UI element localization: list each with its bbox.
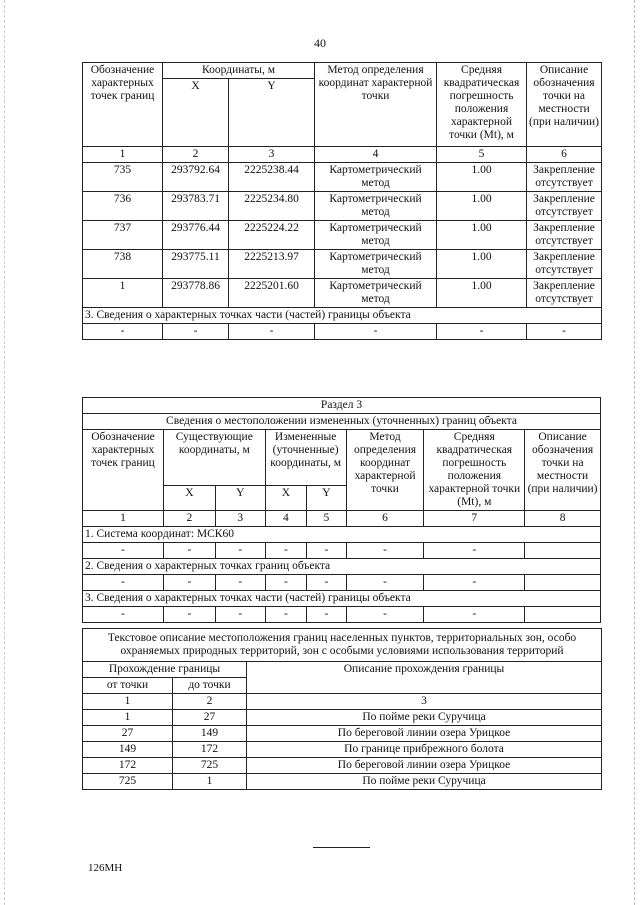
column-numbers-row bbox=[83, 694, 602, 710]
from-point: 149 bbox=[83, 742, 173, 758]
header-changed: Измененные (уточненные) координаты, м bbox=[265, 430, 346, 486]
scan-edge-right bbox=[634, 0, 636, 905]
dash-cell: - bbox=[215, 575, 265, 591]
coord-y: 2225234.80 bbox=[229, 192, 315, 221]
col-num: 4 bbox=[265, 511, 307, 527]
header-passage: Прохождение границы bbox=[83, 662, 247, 678]
dash-cell: - bbox=[437, 324, 527, 340]
accuracy: 1.00 bbox=[437, 192, 527, 221]
col-num: 3 bbox=[247, 694, 602, 710]
dash-cell: - bbox=[83, 607, 164, 623]
table-row bbox=[83, 221, 602, 250]
dash-cell: - bbox=[424, 543, 525, 559]
dash-cell: - bbox=[424, 575, 525, 591]
description: Закрепление отсутствует bbox=[527, 221, 602, 250]
col-num: 1 bbox=[83, 694, 173, 710]
dash-row bbox=[83, 575, 601, 591]
point-id: 736 bbox=[83, 192, 163, 221]
description-title: Текстовое описание местоположения границ населенных пунктов, территориальных зон, особо охраняемых природных территорий, зон с особыми условиями использования территорий bbox=[83, 629, 602, 662]
coord-y: 2225238.44 bbox=[229, 163, 315, 192]
point-id: 735 bbox=[83, 163, 163, 192]
passage-description: По береговой линии озера Урицкое bbox=[247, 726, 602, 742]
col-num: 5 bbox=[437, 147, 527, 163]
accuracy: 1.00 bbox=[437, 250, 527, 279]
coord-x: 293783.71 bbox=[163, 192, 229, 221]
passage-description: По границе прибрежного болота bbox=[247, 742, 602, 758]
coord-x: 293776.44 bbox=[163, 221, 229, 250]
col-num: 2 bbox=[163, 147, 229, 163]
section-heading: 1. Система координат: МСК60 bbox=[83, 527, 601, 543]
coordinates-table bbox=[82, 62, 602, 340]
table-row bbox=[83, 758, 602, 774]
accuracy: 1.00 bbox=[437, 221, 527, 250]
section-heading: 3. Сведения о характерных точках части (частей) границы объекта bbox=[83, 591, 601, 607]
table-row bbox=[83, 163, 602, 192]
header-method: Метод определения координат характерной точки bbox=[315, 63, 437, 147]
dash-cell: - bbox=[163, 543, 215, 559]
header-designation: Обозначение характерных точек границ bbox=[83, 63, 163, 147]
to-point: 725 bbox=[173, 758, 247, 774]
header-passage-description: Описание прохождения границы bbox=[247, 662, 602, 694]
column-numbers-row bbox=[83, 511, 601, 527]
point-id: 1 bbox=[83, 279, 163, 308]
from-point: 27 bbox=[83, 726, 173, 742]
header-accuracy: Средняя квадратическая погрешность положения характерной точки (Mt), м bbox=[437, 63, 527, 147]
from-point: 172 bbox=[83, 758, 173, 774]
dash-cell: - bbox=[265, 575, 307, 591]
col-num: 1 bbox=[83, 511, 164, 527]
header-y: Y bbox=[229, 79, 315, 147]
page-number: 40 bbox=[314, 36, 326, 50]
point-id: 738 bbox=[83, 250, 163, 279]
header-description: Описание обозначения точки на местности (при наличии) bbox=[527, 63, 602, 147]
table-row bbox=[83, 279, 602, 308]
method: Картометрический метод bbox=[315, 221, 437, 250]
section-heading: 3. Сведения о характерных точках части (частей) границы объекта bbox=[83, 308, 602, 324]
col-num: 8 bbox=[525, 511, 601, 527]
header-accuracy: Средняя квадратическая погрешность положения характерной точки (Mt), м bbox=[424, 430, 525, 511]
dash-row bbox=[83, 543, 601, 559]
description: Закрепление отсутствует bbox=[527, 192, 602, 221]
dash-cell: - bbox=[346, 607, 424, 623]
empty-cell bbox=[525, 575, 601, 591]
to-point: 172 bbox=[173, 742, 247, 758]
table-row bbox=[83, 726, 602, 742]
empty-cell bbox=[525, 543, 601, 559]
header-to-point: до точки bbox=[173, 678, 247, 694]
dash-cell: - bbox=[163, 575, 215, 591]
method: Картометрический метод bbox=[315, 250, 437, 279]
coord-y: 2225213.97 bbox=[229, 250, 315, 279]
footer-code: 126МН bbox=[88, 862, 123, 874]
dash-cell: - bbox=[307, 607, 346, 623]
col-num: 6 bbox=[527, 147, 602, 163]
description: Закрепление отсутствует bbox=[527, 279, 602, 308]
header-y: Y bbox=[307, 486, 346, 511]
passage-description: По пойме реки Суручица bbox=[247, 774, 602, 790]
header-x: X bbox=[163, 79, 229, 147]
col-num: 3 bbox=[215, 511, 265, 527]
dash-cell: - bbox=[307, 543, 346, 559]
changed-boundaries-table bbox=[82, 397, 601, 623]
dash-cell: - bbox=[527, 324, 602, 340]
header-method: Метод определения координат характерной точки bbox=[346, 430, 424, 511]
dash-row bbox=[83, 324, 602, 340]
dash-cell: - bbox=[346, 575, 424, 591]
to-point: 27 bbox=[173, 710, 247, 726]
to-point: 149 bbox=[173, 726, 247, 742]
col-num: 7 bbox=[424, 511, 525, 527]
column-numbers-row bbox=[83, 147, 602, 163]
table-row bbox=[83, 710, 602, 726]
dash-row bbox=[83, 607, 601, 623]
coord-x: 293775.11 bbox=[163, 250, 229, 279]
empty-cell bbox=[525, 607, 601, 623]
dash-cell: - bbox=[163, 324, 229, 340]
section-heading: 2. Сведения о характерных точках границ объекта bbox=[83, 559, 601, 575]
accuracy: 1.00 bbox=[437, 279, 527, 308]
dash-cell: - bbox=[83, 324, 163, 340]
table-row bbox=[83, 742, 602, 758]
col-num: 2 bbox=[163, 511, 215, 527]
dash-cell: - bbox=[215, 607, 265, 623]
to-point: 1 bbox=[173, 774, 247, 790]
header-x: X bbox=[265, 486, 307, 511]
dash-cell: - bbox=[83, 543, 164, 559]
col-num: 5 bbox=[307, 511, 346, 527]
coord-x: 293792.64 bbox=[163, 163, 229, 192]
method: Картометрический метод bbox=[315, 163, 437, 192]
section-title: Раздел 3 bbox=[83, 398, 601, 414]
boundary-description-table bbox=[82, 628, 602, 790]
dash-cell: - bbox=[163, 607, 215, 623]
table-row bbox=[83, 192, 602, 221]
point-id: 737 bbox=[83, 221, 163, 250]
dash-cell: - bbox=[424, 607, 525, 623]
header-existing: Существующие координаты, м bbox=[163, 430, 265, 486]
scan-edge-left bbox=[4, 0, 6, 905]
col-num: 4 bbox=[315, 147, 437, 163]
coord-y: 2225201.60 bbox=[229, 279, 315, 308]
table-row bbox=[83, 774, 602, 790]
footer-divider bbox=[313, 847, 370, 848]
passage-description: По пойме реки Суручица bbox=[247, 710, 602, 726]
header-coordinates: Координаты, м bbox=[163, 63, 315, 79]
dash-cell: - bbox=[315, 324, 437, 340]
description: Закрепление отсутствует bbox=[527, 250, 602, 279]
dash-cell: - bbox=[307, 575, 346, 591]
method: Картометрический метод bbox=[315, 279, 437, 308]
dash-cell: - bbox=[229, 324, 315, 340]
header-description: Описание обозначения точки на местности (при наличии) bbox=[525, 430, 601, 511]
section-subtitle: Сведения о местоположении измененных (уточненных) границ объекта bbox=[83, 414, 601, 430]
dash-cell: - bbox=[265, 607, 307, 623]
dash-cell: - bbox=[265, 543, 307, 559]
dash-cell: - bbox=[215, 543, 265, 559]
col-num: 1 bbox=[83, 147, 163, 163]
from-point: 725 bbox=[83, 774, 173, 790]
from-point: 1 bbox=[83, 710, 173, 726]
method: Картометрический метод bbox=[315, 192, 437, 221]
coord-y: 2225224.22 bbox=[229, 221, 315, 250]
table-row bbox=[83, 250, 602, 279]
header-from-point: от точки bbox=[83, 678, 173, 694]
passage-description: По береговой линии озера Урицкое bbox=[247, 758, 602, 774]
col-num: 6 bbox=[346, 511, 424, 527]
dash-cell: - bbox=[83, 575, 164, 591]
col-num: 2 bbox=[173, 694, 247, 710]
header-x: X bbox=[163, 486, 215, 511]
accuracy: 1.00 bbox=[437, 163, 527, 192]
coord-x: 293778.86 bbox=[163, 279, 229, 308]
description: Закрепление отсутствует bbox=[527, 163, 602, 192]
header-designation: Обозначение характерных точек границ bbox=[83, 430, 164, 511]
dash-cell: - bbox=[346, 543, 424, 559]
col-num: 3 bbox=[229, 147, 315, 163]
header-y: Y bbox=[215, 486, 265, 511]
